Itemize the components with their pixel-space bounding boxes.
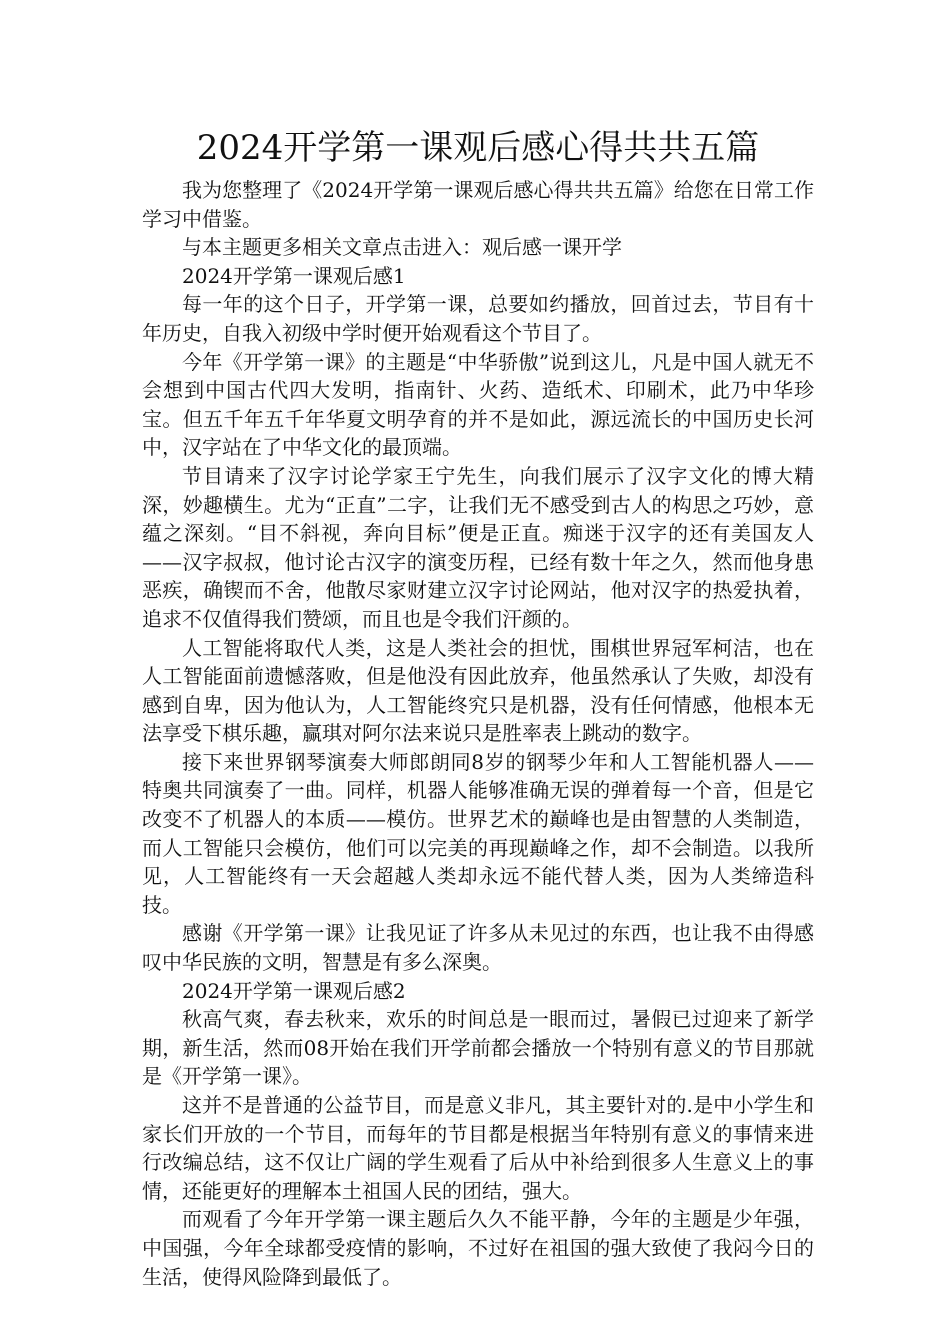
- related-articles-prefix: 与本主题更多相关文章点击进入：: [182, 235, 482, 260]
- section-1-paragraph-1: 每一年的这个日子，开学第一课，总要如约播放，回首过去，节目有十年历史，自我入初级中学时便开始观看这个节目了。: [142, 292, 814, 345]
- section-1-paragraph-5: 接下来世界钢琴演奏大师郎朗同8岁的钢琴少年和人工智能机器人——特奥共同演奏了一曲。同样，机器人能够准确无误的弹着每一个音，但是它改变不了机器人的本质——模仿。世界艺术的巅峰也是由智慧的人类制造，而人工智能只会模仿，他们可以完美的再现巅峰之作，却不会制造。以我所见，人工智能终有一天会超越人类却永远不能代替人类，因为人类缔造科技。: [142, 749, 814, 917]
- intro-paragraph: 我为您整理了《2024开学第一课观后感心得共共五篇》给您在日常工作学习中借鉴。: [142, 178, 814, 231]
- related-articles-link[interactable]: 观后感一课开学: [482, 235, 622, 260]
- section-2-paragraph-3: 而观看了今年开学第一课主题后久久不能平静，今年的主题是少年强，中国强，今年全球都受疫情的影响，不过好在祖国的强大致使了我闷今日的生活，使得风险降到最低了。: [142, 1207, 814, 1289]
- document-title: 2024开学第一课观后感心得共共五篇: [196, 128, 760, 168]
- section-1-paragraph-2: 今年《开学第一课》的主题是“中华骄傲”说到这儿，凡是中国人就无不会想到中国古代四大发明，指南针、火药、造纸术、印刷术，此乃中华珍宝。但五千年五千年华夏文明孕育的并不是如此，源远流长的中国历史长河中，汉字站在了中华文化的最顶端。: [142, 349, 814, 460]
- section-1-paragraph-6: 感谢《开学第一课》让我见证了许多从未见过的东西，也让我不由得感叹中华民族的文明，智慧是有多么深奥。: [142, 921, 814, 975]
- section-1-paragraph-3: 节目请来了汉字讨论学家王宁先生，向我们展示了汉字文化的博大精深，妙趣横生。尤为“正直”二字，让我们无不感受到古人的构思之巧妙，意蕴之深刻。“目不斜视，奔向目标”便是正直。痴迷于汉字的还有美国友人——汉字叔叔，他讨论古汉字的演变历程，已经有数十年之久，然而他身患恶疾，确锲而不舍，他散尽家财建立汉字讨论网站，他对汉字的热爱执着，追求不仅值得我们赞颂，而且也是令我们汗颜的。: [142, 463, 814, 631]
- section-2-heading: 2024开学第一课观后感2: [182, 978, 406, 1003]
- related-articles-line: [142, 233, 814, 262]
- section-1-paragraph-4: 人工智能将取代人类，这是人类社会的担忧，围棋世界冠军柯洁，也在人工智能面前遗憾落败，但是他没有因此放弃，他虽然承认了失败，却没有感到自卑，因为他认为，人工智能终究只是机器，没有任何情感，他根本无法享受下棋乐趣，赢琪对阿尔法来说只是胜率表上跳动的数字。: [142, 635, 814, 746]
- section-2-paragraph-2: 这并不是普通的公益节目，而是意义非凡，其主要针对的.是中小学生和家长们开放的一个节目，而每年的节目都是根据当年特别有意义的事情来进行改编总结，这不仅让广阔的学生观看了后从中补给到很多人生意义上的事情，还能更好的理解本土祖国人民的团结，强大。: [142, 1093, 814, 1203]
- section-1-heading: 2024开学第一课观后感1: [182, 263, 406, 288]
- section-2-paragraph-1: 秋高气爽，春去秋来，欢乐的时间总是一眼而过，暑假已过迎来了新学期，新生活，然而08开始在我们开学前都会播放一个特别有意义的节目那就是《开学第一课》。: [142, 1007, 814, 1089]
- document-page: [142, 122, 814, 1291]
